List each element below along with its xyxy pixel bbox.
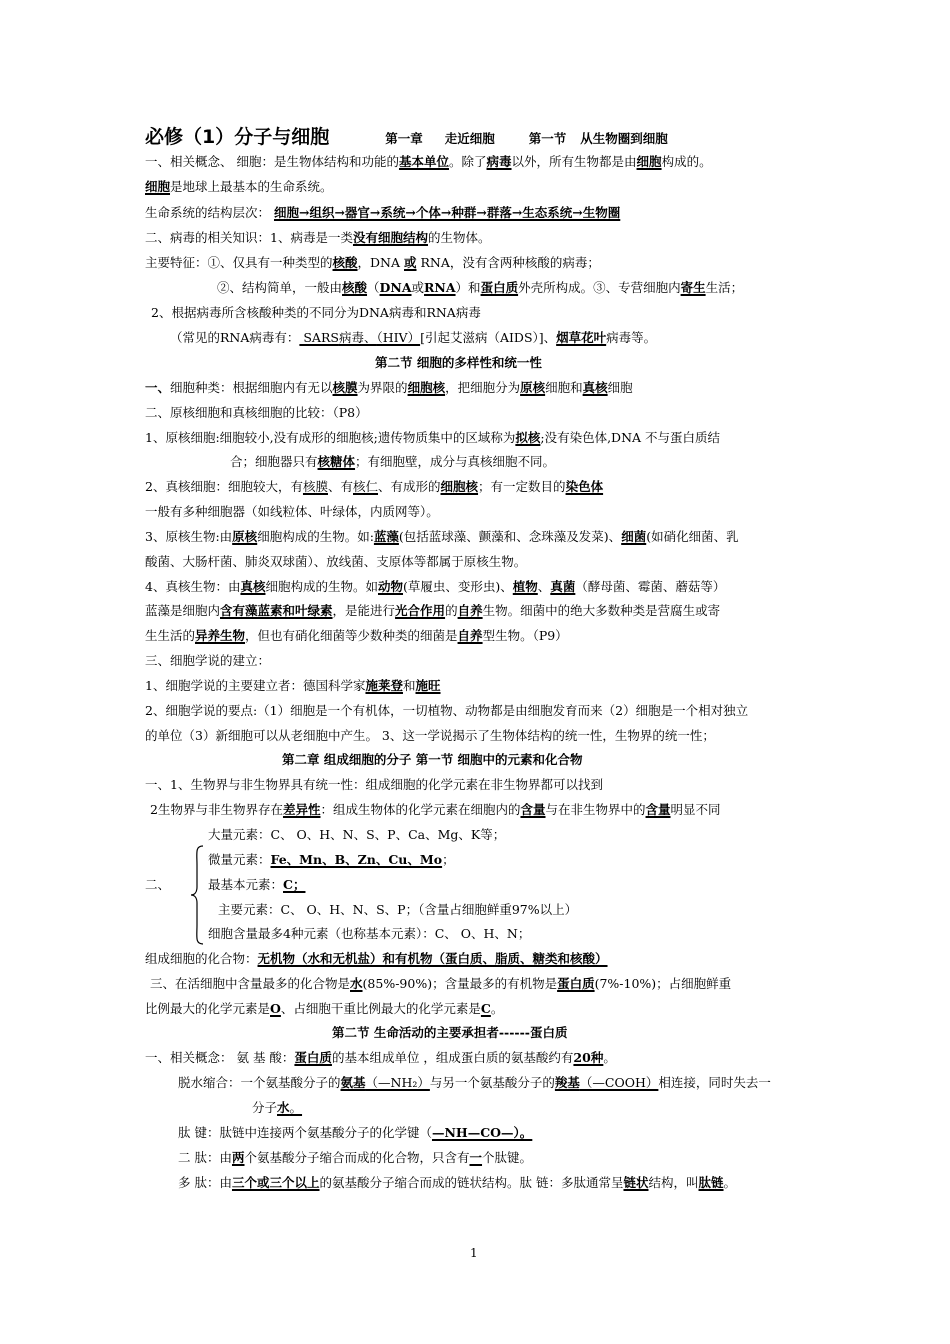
text-line: 二、原核细胞和真核细胞的比较：（P8） (145, 405, 368, 420)
text-line: 最基本元素：C； (208, 877, 306, 892)
text-line: 三、细胞学说的建立： (145, 653, 271, 668)
section-label: 第一节 (528, 131, 567, 146)
section-name: 从生物圈到细胞 (580, 131, 668, 146)
page-number: 1 (470, 1246, 478, 1260)
text-line: 2、真核细胞：细胞较大，有核膜、有核仁、有成形的细胞核；有一定数目的染色体 (145, 479, 604, 494)
text-line: 二 肽：由两个氨基酸分子缩合而成的化合物，只含有一个肽键。 (178, 1150, 533, 1165)
text-line: 一、细胞种类：根据细胞内有无以核膜为界限的细胞核，把细胞分为原核细胞和真核细胞 (145, 380, 633, 395)
section-heading: 第二节 细胞的多样性和统一性 (375, 355, 542, 370)
text-line: 4、真核生物：由真核细胞构成的生物。如动物(草履虫、变形虫)、植物、真菌（酵母菌、霉菌、蘑菇等） (145, 579, 726, 594)
text-line: 1、细胞学说的主要建立者：德国科学家施莱登和施旺 (145, 678, 441, 693)
text-line: 三、在活细胞中含量最多的化合物是水(85%-90%)；含量最多的有机物是蛋白质(7%-10%)；占细胞鲜重 (150, 976, 732, 991)
text-line: 一般有多种细胞器（如线粒体、叶绿体，内质网等）。 (145, 504, 439, 519)
text-line: 二、病毒的相关知识：1、病毒是一类没有细胞结构的生物体。 (145, 230, 491, 245)
text-line: 细胞含量最多4种元素（也称基本元素）：C、 O、H、N； (208, 926, 531, 941)
text-line: 一、相关概念、 细胞：是生物体结构和功能的基本单位。除了病毒以外，所有生物都是由细胞构成的。 (145, 154, 712, 169)
text-line: 肽 键：肽链中连接两个氨基酸分子的化学键（—NH—CO—）。 (178, 1125, 533, 1140)
text-line: 脱水缩合：一个氨基酸分子的氨基（—NH₂）与另一个氨基酸分子的羧基（—COOH）相连接，同时失去一 (178, 1075, 771, 1090)
curly-brace-icon (190, 845, 204, 945)
text-line: （常见的RNA病毒有： SARS病毒、（HIV）[引起艾滋病（AIDS）]、烟草花叶病毒等。 (170, 330, 657, 345)
text-line: 主要元素：C、 O、H、N、S、P；（含量占细胞鲜重97%以上） (218, 902, 578, 917)
text-line: 一、相关概念： 氨 基 酸：蛋白质的基本组成单位 ，组成蛋白质的氨基酸约有20种。 (145, 1050, 616, 1065)
text-line: 生生活的异养生物，但也有硝化细菌等少数种类的细菌是自养型生物。（P9） (145, 628, 568, 643)
chapter-name: 走近细胞 (444, 131, 495, 146)
text-line: 组成细胞的化合物：无机物（水和无机盐）和有机物（蛋白质、脂质、糖类和核酸） (145, 951, 608, 966)
text-line: 多 肽：由三个或三个以上的氨基酸分子缩合而成的链状结构。肽 链：多肽通常呈链状结构，叫肽链。 (178, 1175, 737, 1190)
book-title: 必修（1）分子与细胞 (145, 126, 330, 148)
text-line: 的单位（3）新细胞可以从老细胞中产生。 3、这一学说揭示了生物体结构的统一性，生物界的统一性； (145, 728, 715, 743)
text-line: ②、结构简单，一般由核酸（DNA或RNA）和蛋白质外壳所构成。③、专营细胞内寄生生活； (217, 280, 744, 295)
text-line: 二、 (145, 877, 171, 892)
chapter-label: 第一章 (385, 131, 423, 146)
text-line: 2、细胞学说的要点:（1）细胞是一个有机体，一切植物、动物都是由细胞发育而来（2）细胞是一个相对独立 (145, 703, 749, 718)
text-line: 主要特征：①、仅具有一种类型的核酸，DNA 或 RNA，没有含两种核酸的病毒； (145, 255, 600, 270)
text-line: 2、根据病毒所含核酸种类的不同分为DNA病毒和RNA病毒 (151, 305, 481, 320)
text-line: 合；细胞器只有核糖体；有细胞壁，成分与真核细胞不同。 (230, 454, 556, 469)
text-line: 2生物界与非生物界存在差异性：组成生物体的化学元素在细胞内的含量与在非生物界中的含量明显不同 (150, 802, 721, 817)
text-line: 大量元素：C、 O、H、N、S、P、Ca、Mg、K等； (208, 827, 506, 842)
text-line: 比例最大的化学元素是O、占细胞干重比例最大的化学元素是C。 (145, 1001, 504, 1016)
text-line: 生命系统的结构层次： 细胞→组织→器官→系统→个体→种群→群落→生态系统→生物圈 (145, 205, 621, 220)
text-line: 一、1、生物界与非生物界具有统一性：组成细胞的化学元素在非生物界都可以找到 (145, 777, 603, 792)
text-line: 微量元素：Fe、Mn、B、Zn、Cu、Mo； (208, 852, 455, 867)
text-line: 分子水。 (252, 1100, 303, 1115)
header-line (145, 127, 668, 149)
section-heading: 第二节 生命活动的主要承担者------蛋白质 (332, 1025, 568, 1040)
text-line: 蓝藻是细胞内含有藻蓝素和叶绿素，是能进行光合作用的自养生物。细菌中的绝大多数种类是营腐生或寄 (145, 603, 721, 618)
text-line: 细胞是地球上最基本的生命系统。 (145, 179, 333, 194)
text-line: 3、原核生物:由原核细胞构成的生物。如:蓝藻(包括蓝球藻、颤藻和、念珠藻及发菜)、细菌(如硝化细菌、乳 (145, 529, 739, 544)
text-line: 酸菌、大肠杆菌、肺炎双球菌）、放线菌、支原体等都属于原核生物。 (145, 554, 527, 569)
section-heading: 第二章 组成细胞的分子 第一节 细胞中的元素和化合物 (282, 752, 583, 767)
text-line: 1、原核细胞:细胞较小,没有成形的细胞核;遗传物质集中的区域称为拟核;没有染色体,DNA 不与蛋白质结 (145, 430, 721, 445)
